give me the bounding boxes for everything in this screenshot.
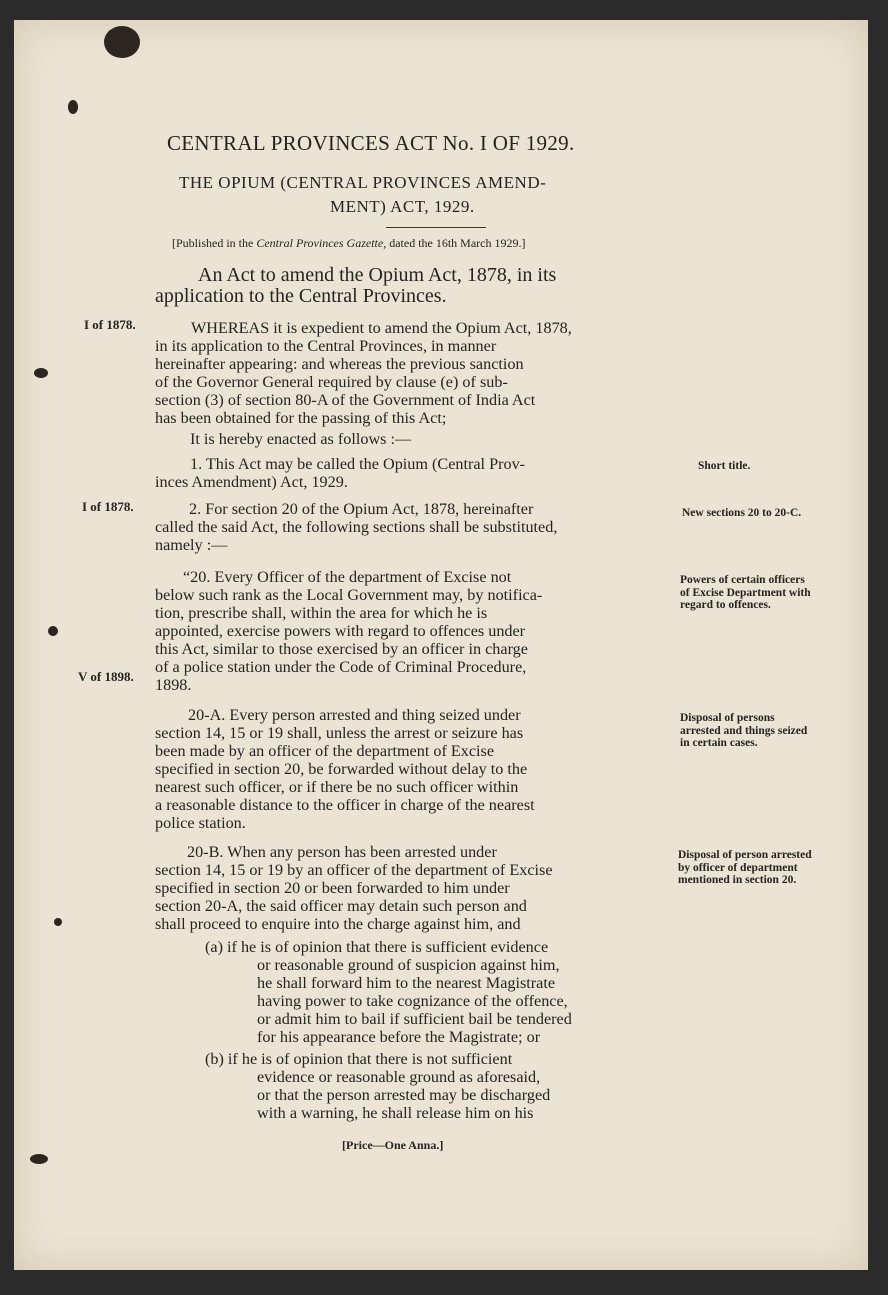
text-line: 2. For section 20 of the Opium Act, 1878, hereinafter xyxy=(189,500,534,518)
text-line: specified in section 20 or been forwarded to him under xyxy=(155,879,510,897)
title-rule xyxy=(386,227,486,228)
text-line: or that the person arrested may be discharged xyxy=(257,1086,551,1104)
side-note-disposal-things: Disposal of persons arrested and things seized in certain cases. xyxy=(680,712,808,750)
burn-hole-top xyxy=(104,26,140,58)
text-line: been made by an officer of the department of Excise xyxy=(155,742,495,760)
text-line: section 14, 15 or 19 by an officer of the department of Excise xyxy=(155,861,553,879)
publication-note-close: dated the 16th March 1929.] xyxy=(386,236,526,250)
text-line: 1. This Act may be called the Opium (Central Prov- xyxy=(190,455,526,473)
act-title-line-1: THE OPIUM (CENTRAL PROVINCES AMEND- xyxy=(179,173,547,192)
text-line: hereinafter appearing: and whereas the previous sanction xyxy=(155,355,524,373)
long-title-line-2: application to the Central Provinces. xyxy=(155,285,447,307)
text-line: (b) if he is of opinion that there is not sufficient xyxy=(205,1050,513,1068)
text-line: inces Amendment) Act, 1929. xyxy=(155,473,348,491)
text-line: 20-B. When any person has been arrested under xyxy=(187,843,497,861)
text-line: in its application to the Central Provinces, in manner xyxy=(155,337,497,355)
side-note-powers: Powers of certain officers of Excise Department with regard to offences. xyxy=(680,574,811,612)
text-line: nearest such officer, or if there be no such officer within xyxy=(155,778,519,796)
text-line: section (3) of section 80-A of the Government of India Act xyxy=(155,391,536,409)
publication-note xyxy=(172,237,526,249)
text-line: below such rank as the Local Government may, by notifica- xyxy=(155,586,543,604)
act-title-line-2: MENT) ACT, 1929. xyxy=(330,197,475,216)
text-line: 1898. xyxy=(155,676,192,694)
text-line: specified in section 20, be forwarded without delay to the xyxy=(155,760,528,778)
text-line: of the Governor General required by clause (e) of sub- xyxy=(155,373,508,391)
text-line: section 20-A, the said officer may detain such person and xyxy=(155,897,527,915)
text-line: police station. xyxy=(155,814,246,832)
edge-damage-mark xyxy=(48,626,58,636)
text-line: (a) if he is of opinion that there is sufficient evidence xyxy=(205,938,549,956)
text-line: called the said Act, the following sections shall be substituted, xyxy=(155,518,558,536)
text-line: 20-A. Every person arrested and thing seized under xyxy=(188,706,521,724)
margin-citation: I of 1878. xyxy=(82,499,134,514)
text-line: with a warning, he shall release him on his xyxy=(257,1104,534,1122)
text-line: a reasonable distance to the officer in charge of the nearest xyxy=(155,796,535,814)
edge-damage-mark xyxy=(34,368,48,378)
side-note-short-title: Short title. xyxy=(698,460,751,472)
publication-note-open: [Published in the xyxy=(172,236,257,250)
side-note-new-sections: New sections 20 to 20-C. xyxy=(682,507,802,519)
text-line: namely :— xyxy=(155,536,228,554)
edge-damage-mark xyxy=(30,1154,48,1164)
text-line: has been obtained for the passing of this Act; xyxy=(155,409,447,427)
text-line: of a police station under the Code of Criminal Procedure, xyxy=(155,658,527,676)
edge-damage-mark xyxy=(54,918,62,926)
text-line: “20. Every Officer of the department of Excise not xyxy=(183,568,512,586)
text-line: he shall forward him to the nearest Magistrate xyxy=(257,974,556,992)
text-line: evidence or reasonable ground as aforesaid, xyxy=(257,1068,541,1086)
long-title-line-1: An Act to amend the Opium Act, 1878, in its xyxy=(198,264,557,286)
text-line: having power to take cognizance of the offence, xyxy=(257,992,568,1010)
text-line: for his appearance before the Magistrate; or xyxy=(257,1028,541,1046)
text-line: or reasonable ground of suspicion against him, xyxy=(257,956,560,974)
text-line: section 14, 15 or 19 shall, unless the arrest or seizure has xyxy=(155,724,524,742)
margin-citation: V of 1898. xyxy=(78,669,134,684)
text-line: shall proceed to enquire into the charge against him, and xyxy=(155,915,521,933)
margin-citation: I of 1878. xyxy=(84,317,136,332)
price-footer: [Price—One Anna.] xyxy=(342,1138,444,1152)
act-number-heading: CENTRAL PROVINCES ACT No. I OF 1929. xyxy=(167,131,575,155)
text-line: It is hereby enacted as follows :— xyxy=(190,430,412,448)
gazette-name: Central Provinces Gazette, xyxy=(256,236,387,250)
side-note-disposal-person: Disposal of person arrested by officer of department mentioned in section 20. xyxy=(678,849,812,887)
text-line: this Act, similar to those exercised by an officer in charge xyxy=(155,640,528,658)
edge-damage-mark xyxy=(68,100,78,114)
text-line: tion, prescribe shall, within the area for which he is xyxy=(155,604,488,622)
text-line: or admit him to bail if sufficient bail be tendered xyxy=(257,1010,572,1028)
text-line: WHEREAS it is expedient to amend the Opium Act, 1878, xyxy=(191,319,572,337)
text-line: appointed, exercise powers with regard to offences under xyxy=(155,622,526,640)
